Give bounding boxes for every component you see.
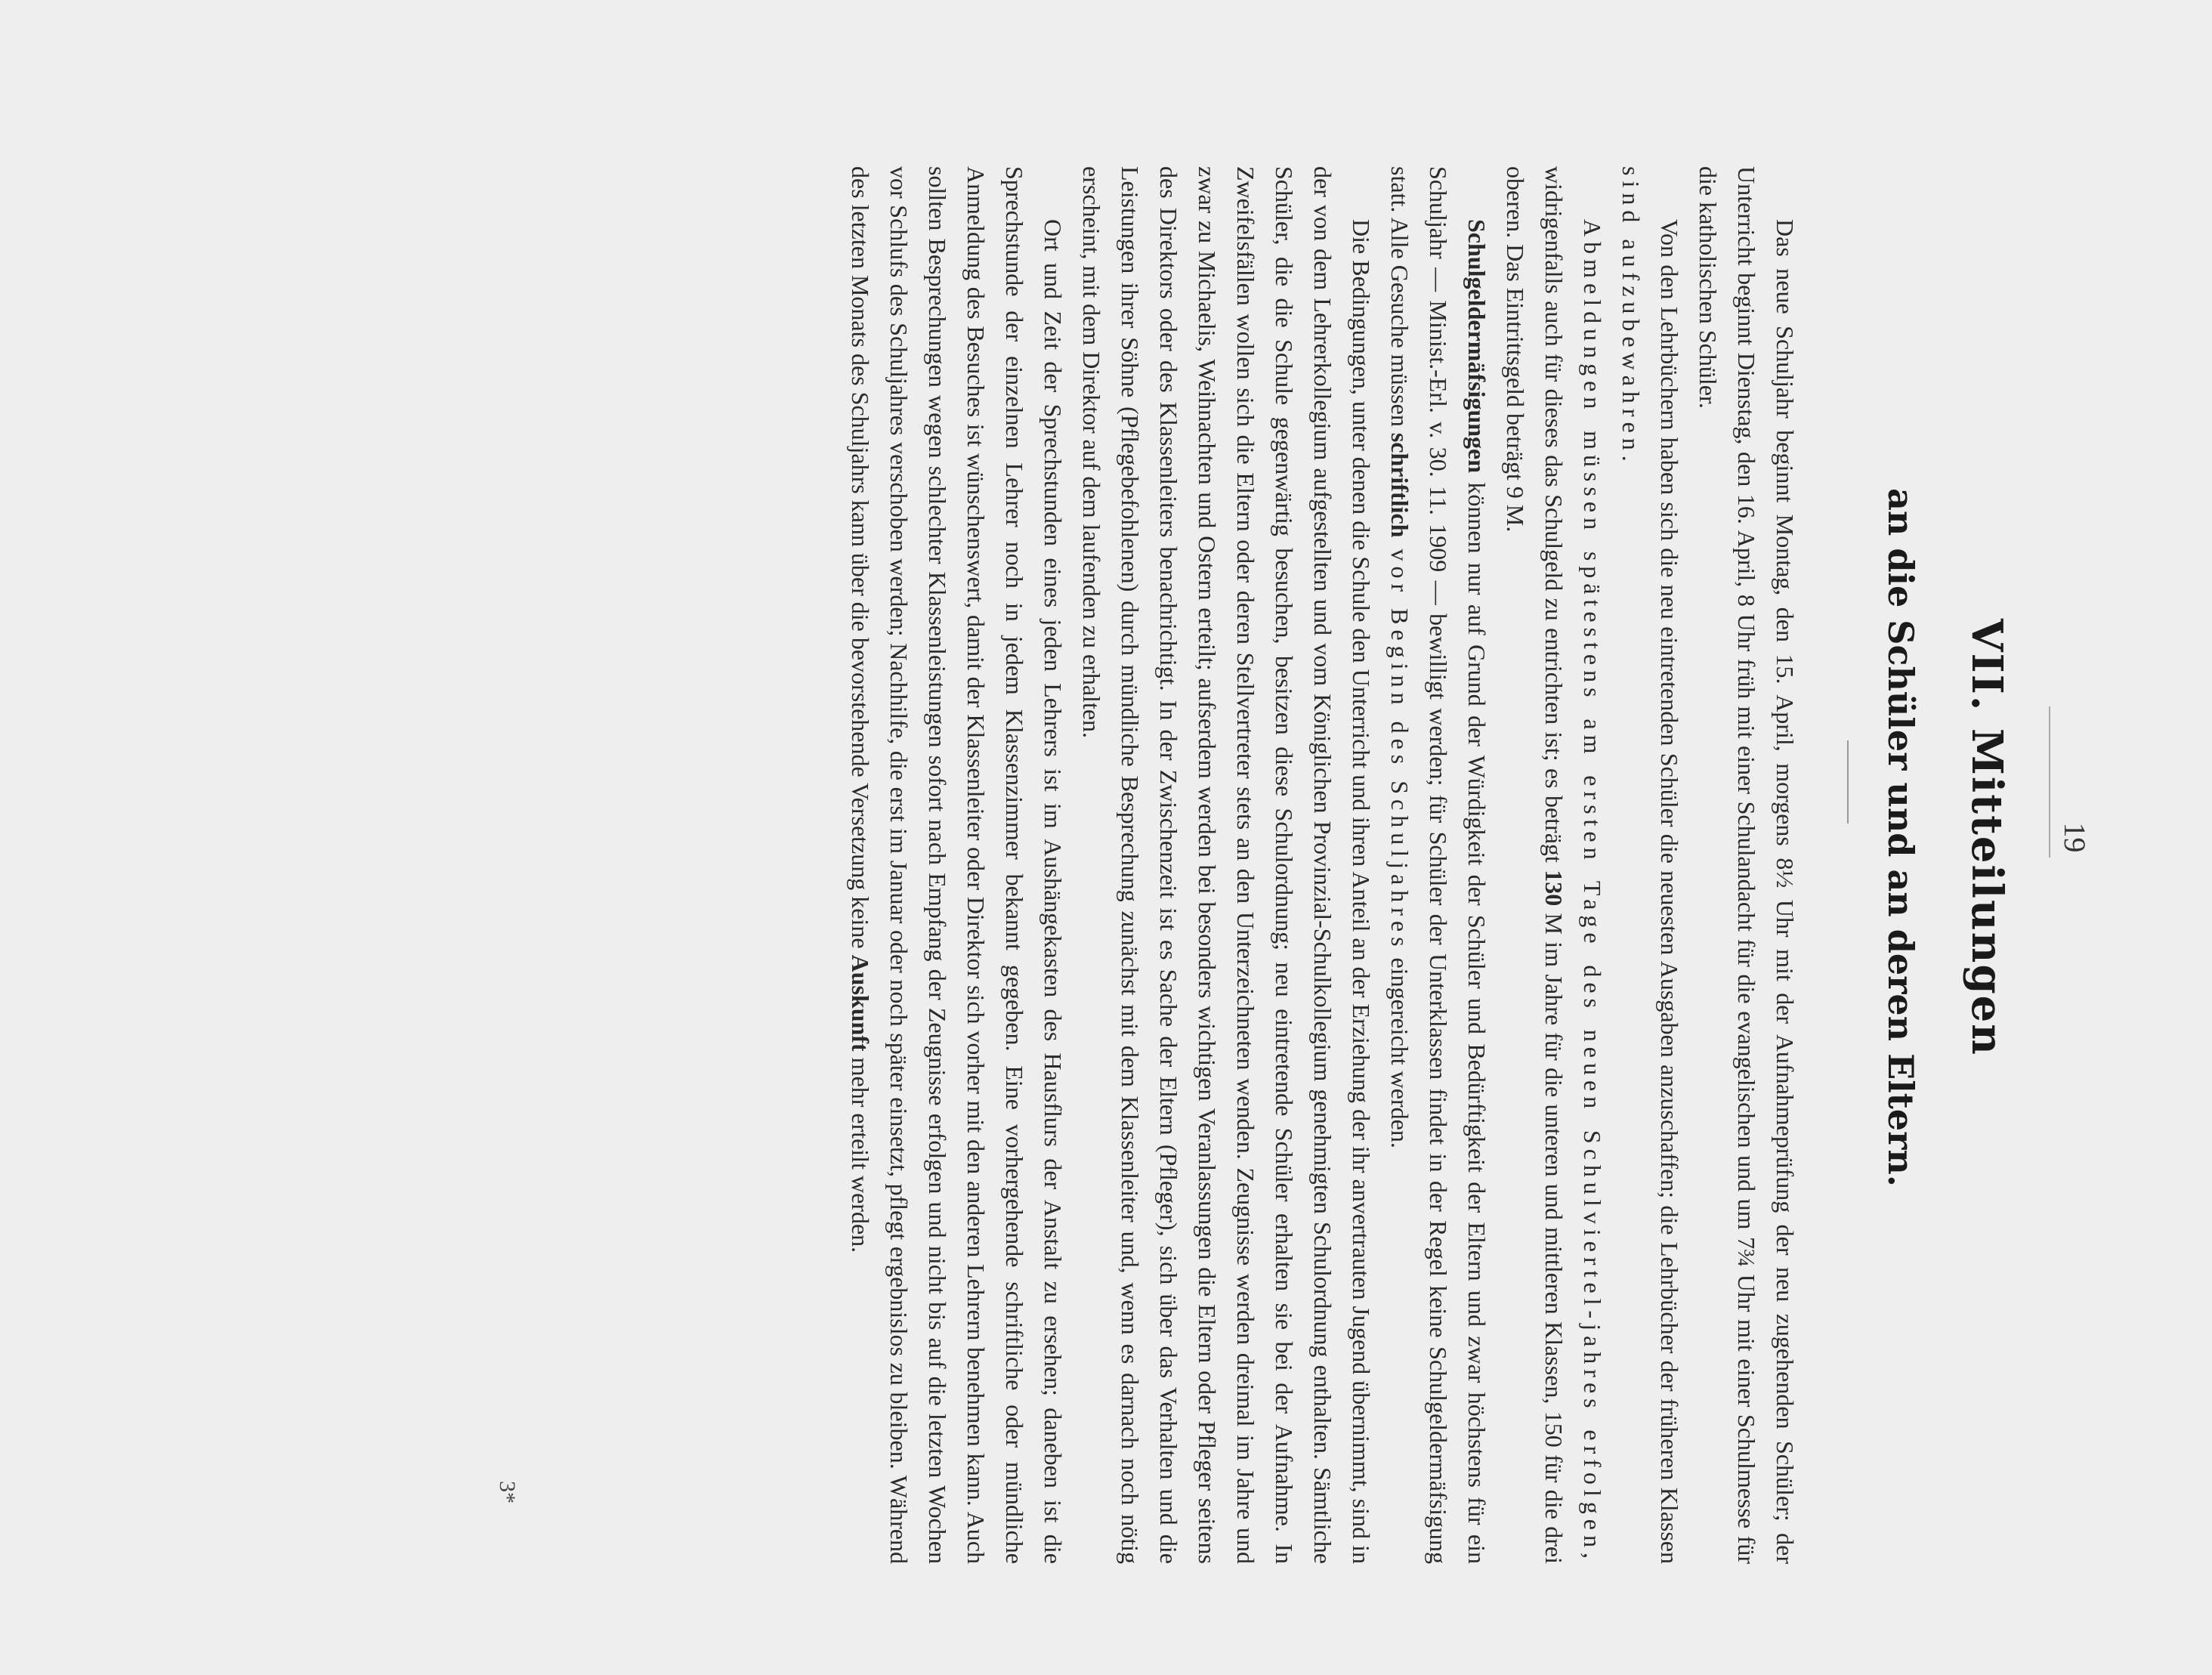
section-heading: VII. Mitteilungen xyxy=(1962,619,2012,1056)
text-segment: sind aufzubewahren. xyxy=(1617,166,1645,467)
text-segment: Abmeldungen müssen spätestens am ersten Tage des neuen Schulviertel-jahres erfolgen, xyxy=(1579,219,1606,1564)
paragraph-p2 xyxy=(1611,166,1688,1564)
paragraph-p3 xyxy=(1496,166,1611,1564)
text-segment: Die Bedingungen, unter denen die Schule den Unterricht und ihren Anteil an der Erziehung der ihr anvertrauten Jugend übernimmt, sind in der von dem Lehrerkollegium aufgestellten und vom Königlichen Provinzial-Schulkollegium genehmigten Schulordnung enthalten. Sämtliche Schüler, die die Schule gegenwärtig besuchen, besitzen diese Schulordnung; neu eintretende Schüler erhalten sie bei der Aufnahme. In Zweifelsfällen wollen sich die Eltern oder deren Stellvertreter stets an den Unterzeichneten wenden. Zeugnisse werden dreimal im Jahre und zwar zu Michaelis, Weihnachten und Ostern erteilt; aufserdem werden bei besonders wichtigen Veranlassungen die Eltern oder Pfleger seitens des Direktors oder des Klassenleiters benachrichtigt. In der Zwischenzeit ist es Sache der Eltern (Pfleger), sich über das Verhalten und die Leistungen ihrer Söhne (Pflegebefohlenen) durch mündliche Besprechung zunächst mit dem Klassenleiter und, wenn es darnach noch nötig erscheint, mit dem Direktor auf dem laufenden zu erhalten. xyxy=(1078,166,1375,1564)
signature-mark: 3* xyxy=(495,1481,520,1503)
text-segment: mehr erteilt werden. xyxy=(847,1051,874,1253)
text-segment: Auskunft xyxy=(847,954,874,1052)
text-segment: schriftlich xyxy=(1386,432,1413,538)
text-segment: Ort und Zeit der Sprechstunden eines jeden Lehrers ist im Aushängekasten des Hausflurs der Anstalt zu ersehen; daneben ist die Sprechstunde der einzelnen Lehrer noch in jedem Klassenzimmer bekannt gegeben. Eine vorhergehende schriftliche oder mündliche Anmeldung des Besuches ist wünschenswert, damit der Klassenleiter oder Direktor sich vorher mit den anderen Lehrern benehmen kann. Auch sollten Besprechungen wegen schlechter Klassenleistungen sofort nach Empfang der Zeugnisse erfolgen und nicht bis auf die letzten Wochen vor Schlufs des Schuljahres verschoben werden; Nachhilfe, die erst im Januar oder noch später einsetzt, pflegt ergebnislos zu bleiben. Während des letzten Monats des Schuljahrs kann über die bevorstehende Versetzung keine xyxy=(847,166,1067,1564)
text-segment: widrigenfalls auch für dieses das Schulgeld zu entrichten ist; es beträgt xyxy=(1540,166,1568,870)
text-segment: Von den Lehrbüchern haben sich die neu eintretenden Schüler die neuesten Ausgaben anzuschaffen; die Lehrbücher der früheren Klassen xyxy=(1656,219,1683,1564)
text-segment: Schulgeldermäfsigungen xyxy=(1463,219,1491,474)
top-rule xyxy=(2049,706,2050,858)
paragraph-p5 xyxy=(1072,166,1380,1564)
section-subheading: an die Schüler und an deren Eltern. xyxy=(1880,488,1921,1187)
text-segment: können nur auf Grund der Würdigkeit der Schüler und Bedürftigkeit der Eltern und zwar höchstens für ein Schuljahr — Minist.-Erl. v. 30. 11. 1909 — bewilligt werden; für Schüler der Unterklassen findet in der Regel keine Schulgeldermäfsigung statt. Alle Gesuche müssen xyxy=(1386,166,1491,1564)
paragraph-p4 xyxy=(1380,166,1496,1564)
text-segment: M im Jahre für die unteren und mittleren Klassen, 150 für die drei oberen. Das Eintrittsgeld beträgt 9 M. xyxy=(1502,166,1568,1565)
paragraph-p6 xyxy=(841,166,1072,1564)
heading-rule xyxy=(1847,740,1849,824)
text-segment: 130 xyxy=(1540,870,1568,907)
text-segment: vor Beginn des Schuljahres xyxy=(1386,537,1413,952)
text-segment: Das neue Schuljahr beginnt Montag, den 15. April, morgens 8½ Uhr mit der Aufnahmeprüfung der neu zugehenden Schüler; der Unterricht beginnt Dienstag, den 16. April, 8 Uhr früh mit einer Schulandacht für die evangelischen und um 7¾ Uhr mit einer Schulmesse für die katholischen Schüler. xyxy=(1695,166,1799,1564)
body-text xyxy=(841,166,1804,1564)
paragraph-p1 xyxy=(1688,166,1804,1564)
text-segment: eingereicht werden. xyxy=(1386,951,1413,1148)
page-number: 19 xyxy=(2058,822,2092,853)
